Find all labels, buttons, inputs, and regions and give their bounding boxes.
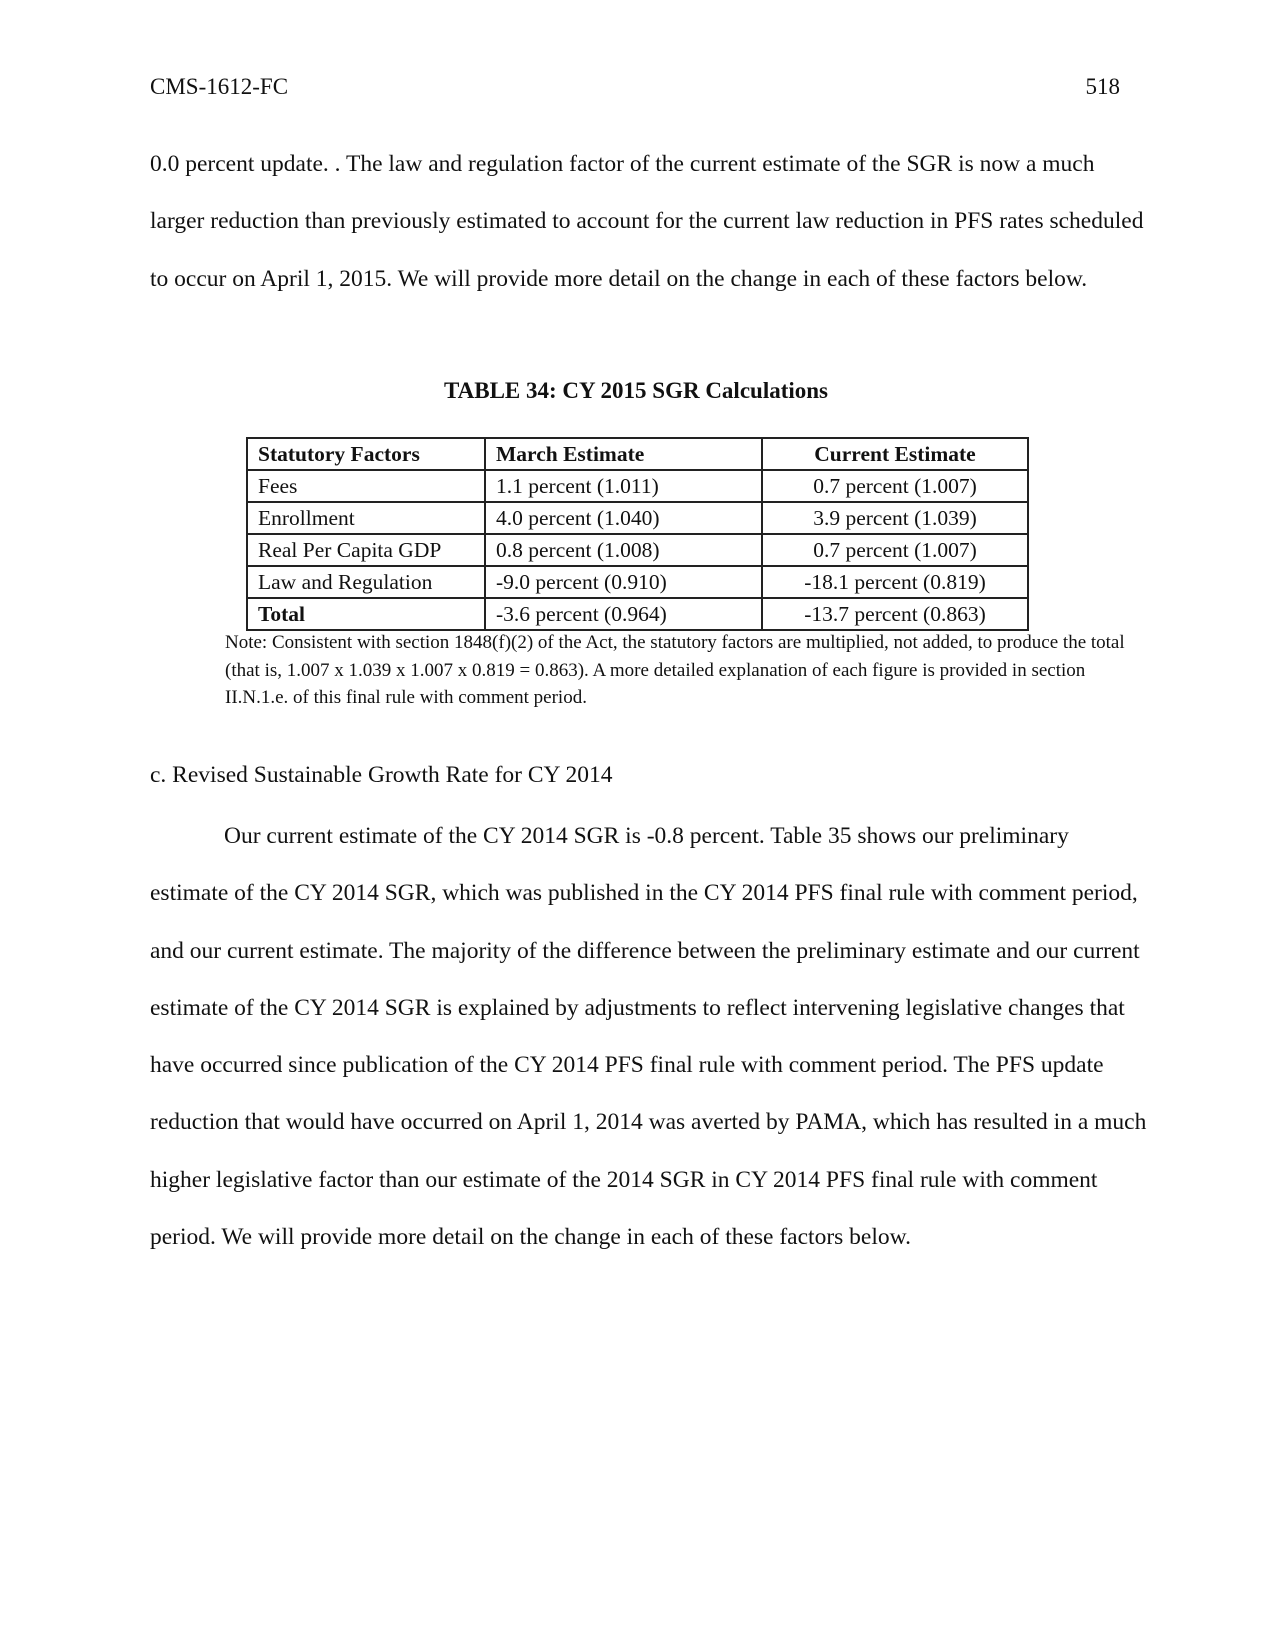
sgr-table bbox=[246, 437, 1029, 631]
table-cell: -3.6 percent (0.964) bbox=[485, 598, 762, 630]
table-title: TABLE 34: CY 2015 SGR Calculations bbox=[443, 378, 828, 403]
column-header: Current Estimate bbox=[762, 438, 1028, 470]
table-cell: 3.9 percent (1.039) bbox=[762, 502, 1028, 534]
table-cell: 0.8 percent (1.008) bbox=[485, 534, 762, 566]
table-cell: Fees bbox=[247, 470, 485, 502]
table-cell: -18.1 percent (0.819) bbox=[762, 566, 1028, 598]
table-total-row bbox=[247, 598, 1028, 630]
table-header-row bbox=[247, 438, 1028, 470]
document-id: CMS-1612-FC bbox=[150, 74, 289, 99]
table-cell: Total bbox=[247, 598, 485, 630]
intro-paragraph: 0.0 percent update. . The law and regulation factor of the current estimate of the SGR is now a much larger reduction than previously estimated to account for the current law reduction in PFS rates scheduled to occur on April 1, 2015. We will provide more detail on the change in each of these factors below. bbox=[150, 151, 1144, 292]
table-note: Note: Consistent with section 1848(f)(2) of the Act, the statutory factors are multiplied, not added, to produce the total (that is, 1.007 x 1.039 x 1.007 x 0.819 = 0.863). A more detailed explanation of each figure is provided in section II.N.1.e. of this final rule with comment period. bbox=[225, 632, 1125, 708]
table-row bbox=[247, 534, 1028, 566]
table-cell: 0.7 percent (1.007) bbox=[762, 534, 1028, 566]
table-cell: 4.0 percent (1.040) bbox=[485, 502, 762, 534]
table-cell: Law and Regulation bbox=[247, 566, 485, 598]
column-header: Statutory Factors bbox=[247, 438, 485, 470]
table-cell: 0.7 percent (1.007) bbox=[762, 470, 1028, 502]
table-row bbox=[247, 502, 1028, 534]
table-cell: 1.1 percent (1.011) bbox=[485, 470, 762, 502]
table-cell: Enrollment bbox=[247, 502, 485, 534]
section-heading: c. Revised Sustainable Growth Rate for CY 2014 bbox=[150, 762, 613, 788]
table-row bbox=[247, 566, 1028, 598]
table-cell: Real Per Capita GDP bbox=[247, 534, 485, 566]
column-header: March Estimate bbox=[485, 438, 762, 470]
section-paragraph: Our current estimate of the CY 2014 SGR is -0.8 percent. Table 35 shows our preliminary estimate of the CY 2014 SGR, which was published in the CY 2014 PFS final rule with comment period, and our current estimate. The majority of the difference between the preliminary estimate and our current estimate of the CY 2014 SGR is explained by adjustments to reflect intervening legislative changes that have occurred since publication of the CY 2014 PFS final rule with comment period. The PFS update reduction that would have occurred on April 1, 2014 was averted by PAMA, which has resulted in a much higher legislative factor than our estimate of the 2014 SGR in CY 2014 PFS final rule with comment period. We will provide more detail on the change in each of these factors below. bbox=[150, 823, 1147, 1251]
table-cell: -9.0 percent (0.910) bbox=[485, 566, 762, 598]
page-number: 518 bbox=[1085, 74, 1120, 99]
table-cell: -13.7 percent (0.863) bbox=[762, 598, 1028, 630]
table-row bbox=[247, 470, 1028, 502]
